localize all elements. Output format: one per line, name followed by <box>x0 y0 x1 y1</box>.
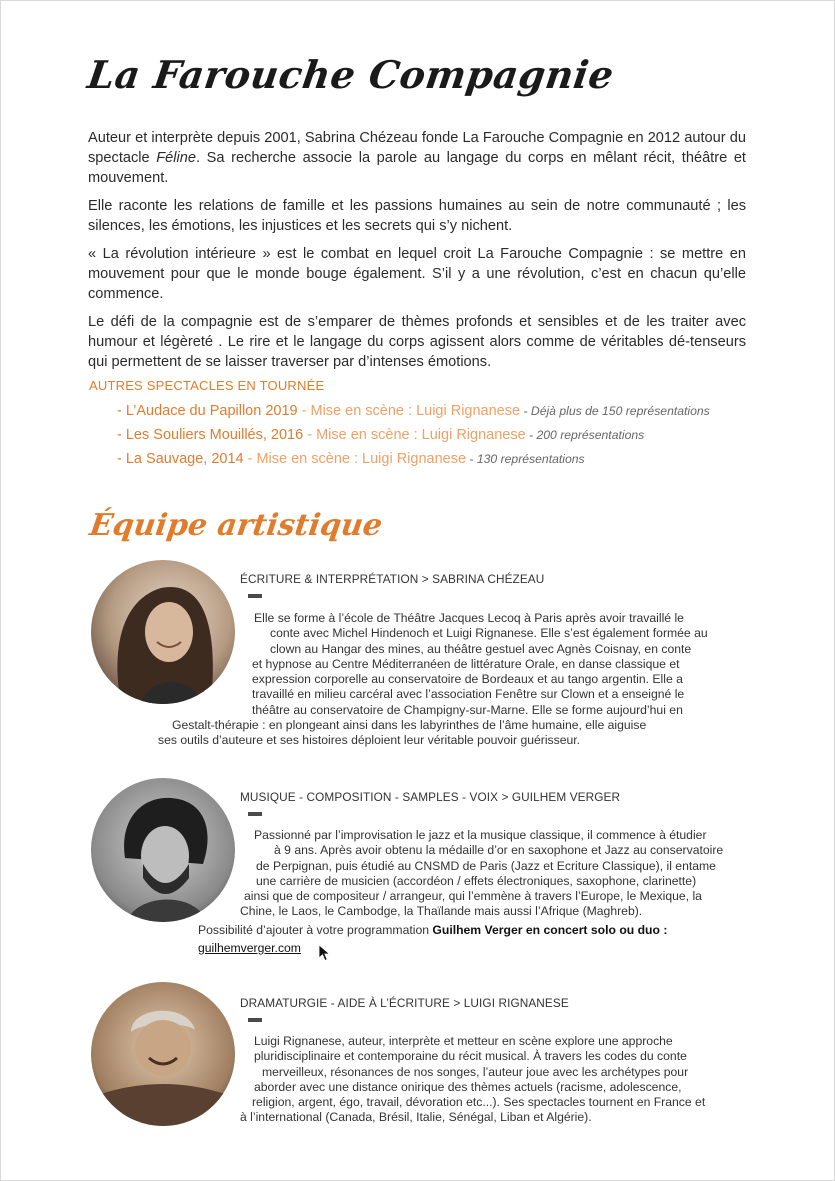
intro-paragraph-2: Elle raconte les relations de famille et les passions humaines au sein de notre communauté ; les silences, les émotions, les injustices et les secrets qui s’y nichent. <box>88 198 746 234</box>
member-heading-guilhem: MUSIQUE - COMPOSITION - SAMPLES - VOIX > GUILHEM VERGER <box>240 790 621 804</box>
show-count: - Déjà plus de 150 représentations <box>520 404 710 418</box>
show-item: - La Sauvage, 2014 - Mise en scène : Luigi Rignanese - 130 représentations <box>117 451 585 467</box>
other-shows-list <box>117 403 710 475</box>
accent-bar <box>248 1018 262 1022</box>
bio-guilhem: Passionné par l’improvisation le jazz et la musique classique, il commence à étudier à 9 ans. Après avoir obtenu la médaille d’or en saxophone et Jazz au conservatoire de Perpignan, puis étudié au CNSMD de Paris (Jazz et Ecriture Classique), il entame une carrière de musicien (accordéon / effets électroniques, saxophone, clarinette) ainsi que de compositeur / arrangeur, qui l’emmène à travers l’Europe, le Mexique, la Chine, le Laos, le Cambodge, la Thaïlande mais aussi l’Afrique (Maghreb). <box>240 828 724 919</box>
show-item: - Les Souliers Mouillés, 2016 - Mise en scène : Luigi Rignanese - 200 représentations <box>117 427 645 443</box>
team-title: Équipe artistique <box>87 508 385 543</box>
show-title-feline: Féline <box>156 150 197 166</box>
concert-note: Possibilité d’ajouter à votre programmation Guilhem Verger en concert solo ou duo : guilhemverger.com <box>198 923 668 955</box>
intro-paragraph-3: « La révolution intérieure » est le combat en lequel croit La Farouche Compagnie : se mettre en mouvement pour que le monde bouge également. S’il y a une révolution, c’est en chacun qu’elle commence. <box>88 246 746 302</box>
intro-paragraph-1: Auteur et interprète depuis 2001, Sabrina Chézeau fonde La Farouche Compagnie en 2012 autour du spectacle Féline. Sa recherche associe la parole au langage du corps en mêlant récit, théâtre et mouvement. <box>88 130 746 186</box>
show-director: Mise en scène : Luigi Rignanese <box>316 427 526 443</box>
avatar-luigi-rignanese <box>91 982 235 1126</box>
other-shows-heading: AUTRES SPECTACLES EN TOURNÉE <box>89 378 325 393</box>
intro-paragraph-4: Le défi de la compagnie est de s’emparer de thèmes profonds et sensibles et de les traiter avec humour et légèreté . Le rire et le langage du corps agissent alors comme de véritables dé-tenseurs qui permettent de se laisser traverser par d’intenses émotions. <box>88 314 746 370</box>
intro-text <box>88 128 746 380</box>
member-heading-sabrina: ÉCRITURE & INTERPRÉTATION > SABRINA CHÉZEAU <box>240 572 545 586</box>
accent-bar <box>248 812 262 816</box>
guilhem-website-link[interactable]: guilhemverger.com <box>198 941 301 955</box>
concert-offer: Guilhem Verger en concert solo ou duo : <box>432 923 668 937</box>
show-count: - 200 représentations <box>525 428 645 442</box>
mouse-pointer-icon <box>318 944 332 962</box>
bio-luigi: Luigi Rignanese, auteur, interprète et metteur en scène explore une approche pluridisciplinaire et contemporaine du récit musical. À travers les codes du conte merveilleux, résonances de nos songes, l’auteur joue avec les archétypes pour aborder avec une distance onirique des thèmes actuels (racisme, adolescence, religion, argent, égo, travail, dévoration etc...). Ses spectacles tournent en France et à l’international (Canada, Brésil, Italie, Sénégal, Liban et Algérie). <box>240 1034 706 1125</box>
page-title: La Farouche Compagnie <box>84 52 617 97</box>
show-director: Mise en scène : Luigi Rignanese <box>310 403 521 419</box>
show-item: - L’Audace du Papillon 2019 - Mise en scène : Luigi Rignanese - Déjà plus de 150 représentations <box>117 403 710 419</box>
show-count: - 130 représentations <box>466 452 585 466</box>
avatar-guilhem-verger <box>91 778 235 922</box>
show-name: L’Audace du Papillon 2019 <box>125 403 298 419</box>
member-heading-luigi: DRAMATURGIE - AIDE À L’ÉCRITURE > LUIGI RIGNANESE <box>240 996 569 1010</box>
accent-bar <box>248 594 262 598</box>
show-name: Les Souliers Mouillés, 2016 <box>125 427 304 443</box>
bio-sabrina: Elle se forme à l’école de Théâtre Jacques Lecoq à Paris après avoir travaillé le conte avec Michel Hindenoch et Luigi Rignanese. Elle s’est également formée au clown au Hangar des mines, au théâtre gestuel avec Agnès Coisnay, en conte et hypnose au Centre Méditerranéen de littérature Orale, en danse classique et expression corporelle au conservatoire de Bordeaux et au tango argentin. Elle a travaillé en milieu carcéral avec l’association Fenêtre sur Clown et a enseigné le théâtre au conservatoire de Champigny-sur-Marne. Elle se forme aujourd’hui en Gestalt-thérapie : en plongeant ainsi dans les labyrinthes de l’âme humaine, elle aiguise ses outils d’auteure et ses histoires déploient leur véritable pouvoir guérisseur. <box>158 611 708 748</box>
show-name: La Sauvage, 2014 <box>125 451 244 467</box>
show-director: Mise en scène : Luigi Rignanese <box>256 451 467 467</box>
